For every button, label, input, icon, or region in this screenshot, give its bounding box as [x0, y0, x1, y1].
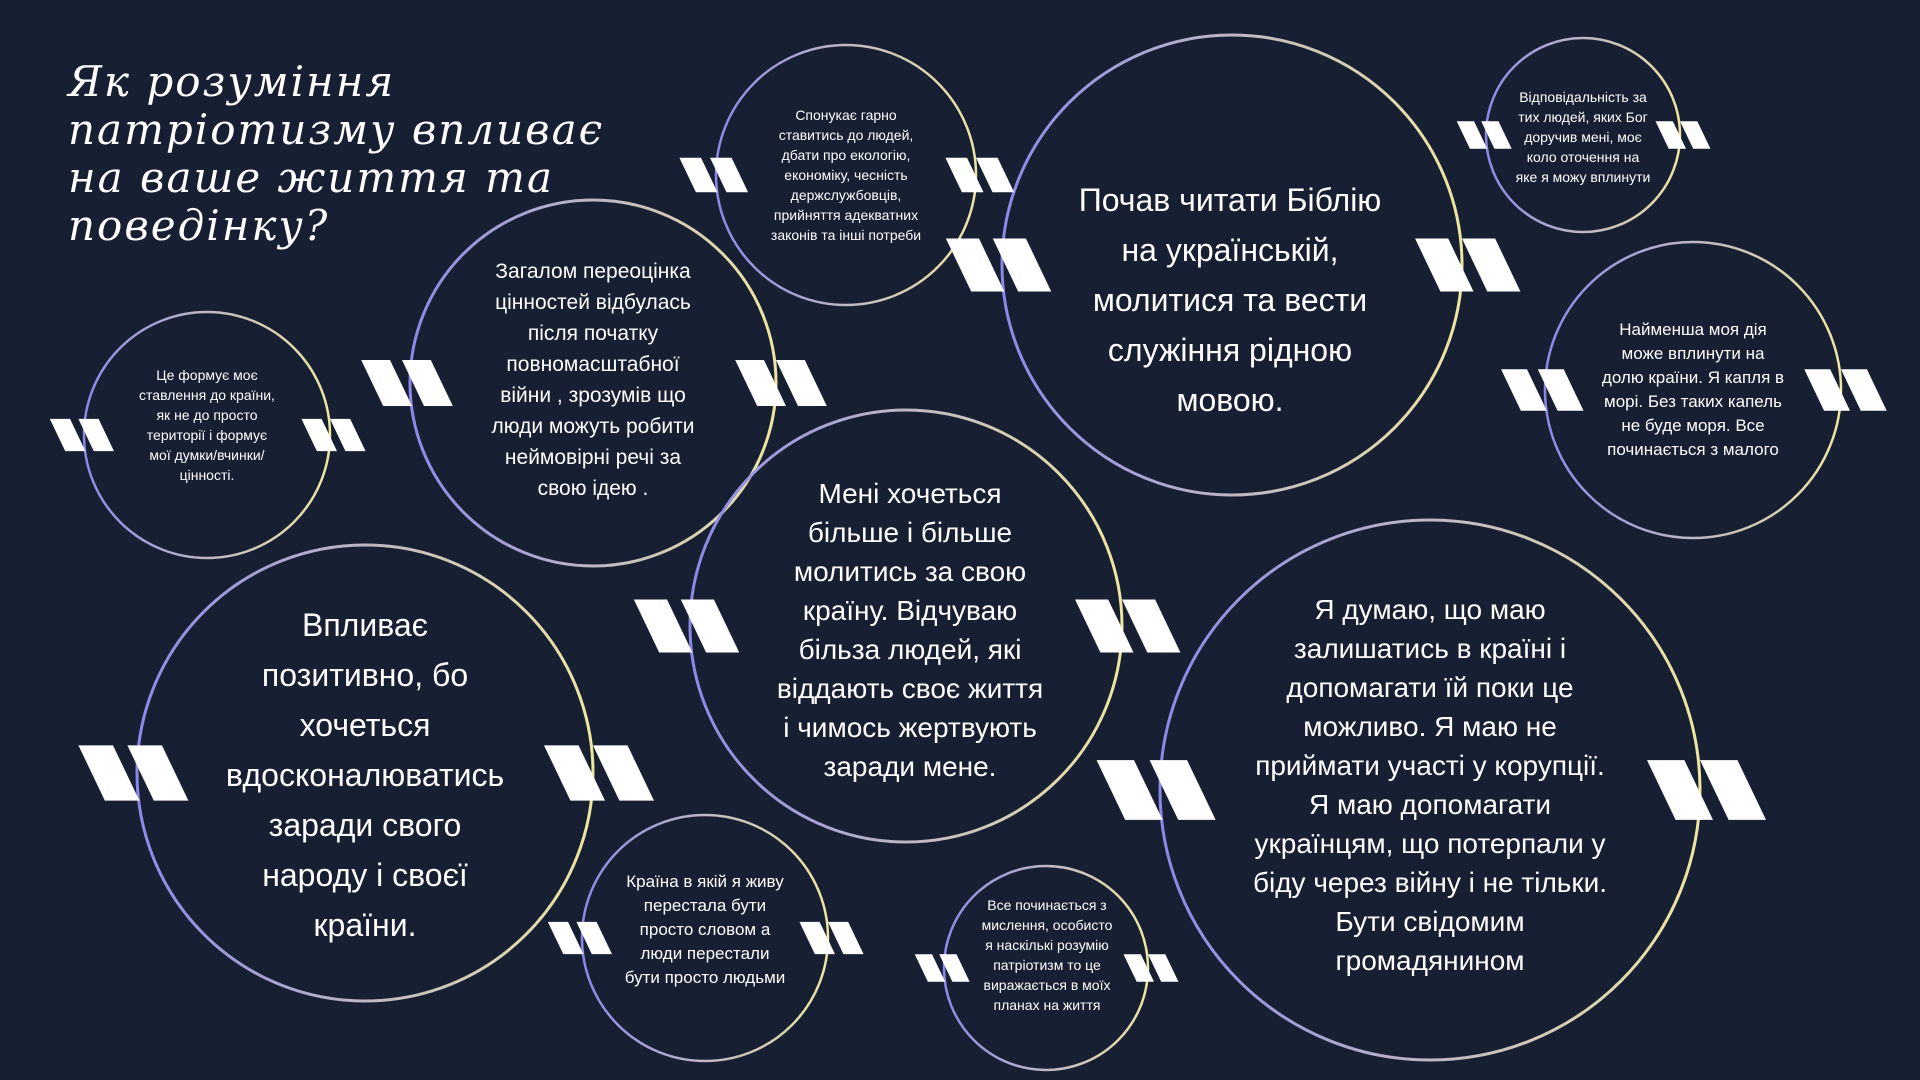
page-title: Як розуміння патріотизму впливає на ваше життя та поведінку?: [68, 57, 605, 250]
quote-mark-right-7: [1075, 600, 1180, 653]
quote-mark-left-8: [78, 745, 188, 800]
quote-text-6: Це формує моє ставлення до країни, як не до просто території і формує мої думки/вчинки/ цінності.: [139, 367, 275, 483]
quote-text-3: Відповідальність за тих людей, яких Бог доручив мені, моє коло оточення на яке я можу вплинути: [1515, 89, 1651, 185]
quote-mark-right-8: [544, 745, 654, 800]
quote-text-5: Найменша моя дія може вплинути на долю країни. Я капля в морі. Без таких капель не буде моря. Все починається з малого: [1601, 320, 1785, 459]
quote-text-4: Загалом переоцінка цінностей відбулась після початку повномасштабної війни , зрозумів що люди можуть робити неймовірні речі за свою ідею .: [491, 260, 695, 500]
quote-text-7: Мені хочеться більше і більше молитись за свою країну. Відчуваю більза людей, які віддають своє життя і чимось жертвують заради мене.: [776, 478, 1044, 782]
quote-mark-right-4: [735, 360, 827, 406]
quote-text-8: Впливає позитивно, бо хочеться вдосконалюватись заради свого народу і своєї країни.: [225, 607, 505, 943]
quote-text-2: Почав читати Біблію на українській, молитися та вести служіння рідною мовою.: [1078, 182, 1382, 418]
quote-text-1: Спонукає гарно ставитись до людей, дбати про екологію, економіку, чесність держслужбовців, прийняття адекватних законів та інші потреби: [770, 107, 922, 243]
quote-mark-left-7: [634, 600, 739, 653]
quote-mark-left-9: [1097, 760, 1216, 820]
quote-mark-right-6: [301, 419, 365, 451]
quote-mark-right-9: [1647, 760, 1766, 820]
quote-text-11: Все починається з мислення, особисто я наскількі розумію патріотизм то це виражається в моїх планах на життя: [981, 897, 1113, 1013]
quote-text-10: Країна в якій я живу перестала бути просто словом а люди перестали бути просто людьми: [624, 872, 786, 987]
quote-text-9: Я думаю, що маю залишатись в країні і допомагати їй поки це можливо. Я маю не приймати участі у корупції. Я маю допомагати українцям, що потерпали у біду через війну і не тільки. Бути свідомим громадянином: [1252, 594, 1608, 976]
quote-mark-left-6: [50, 419, 114, 451]
